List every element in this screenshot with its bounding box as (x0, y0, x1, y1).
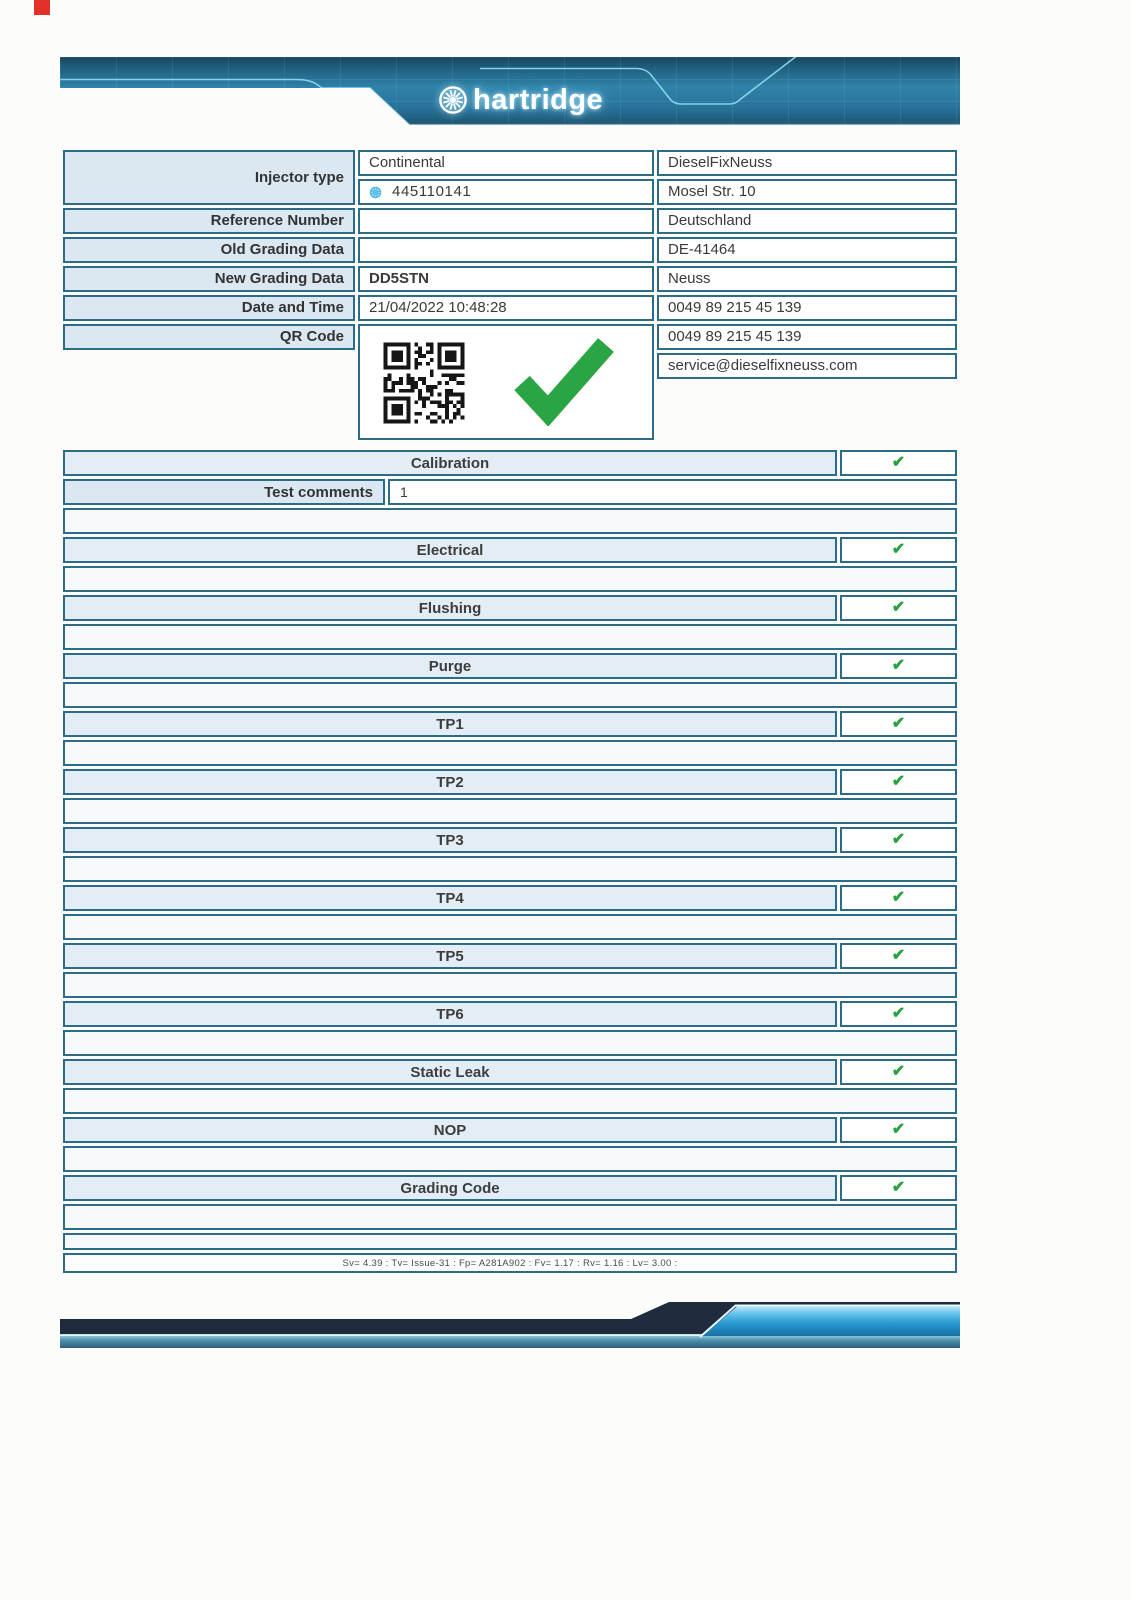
contact-email: service@dieselfixneuss.com (657, 353, 957, 379)
test-pass-cell (840, 1175, 957, 1201)
test-section-row (63, 769, 957, 795)
spacer-row (63, 798, 957, 824)
spacer-row (63, 740, 957, 766)
test-section-row (63, 943, 957, 969)
overall-pass-check-icon (512, 338, 614, 432)
spacer-row (63, 624, 957, 650)
spacer-row (63, 1233, 957, 1250)
test-section-title: TP3 (63, 827, 837, 853)
old-grading-value (358, 237, 654, 263)
contact-phone-2: 0049 89 215 45 139 (657, 324, 957, 350)
serial-wheel-icon (369, 186, 382, 199)
check-icon: ✔ (891, 454, 906, 471)
test-section-title: Static Leak (63, 1059, 837, 1085)
test-section-row (63, 595, 957, 621)
spacer-row (63, 1204, 957, 1230)
test-pass-cell (840, 537, 957, 563)
test-section-row (63, 1059, 957, 1085)
test-section-title: TP6 (63, 1001, 837, 1027)
test-comments-label: Test comments (63, 479, 385, 505)
test-section-row (63, 885, 957, 911)
check-icon: ✔ (891, 715, 906, 732)
test-pass-cell (840, 595, 957, 621)
injector-type-label: Injector type (63, 150, 355, 205)
injector-serial-value: 445110141 (392, 183, 472, 200)
injector-info-table (63, 150, 957, 440)
test-section-row (63, 1117, 957, 1143)
test-pass-cell (840, 450, 957, 476)
injector-make-value: Continental (358, 150, 654, 176)
footer-banner (60, 1292, 960, 1348)
check-icon: ✔ (891, 773, 906, 790)
test-pass-cell (840, 885, 957, 911)
qr-code-image (376, 335, 472, 437)
test-section-title: TP1 (63, 711, 837, 737)
contact-country: Deutschland (657, 208, 957, 234)
header-banner (60, 57, 960, 125)
check-icon: ✔ (891, 889, 906, 906)
test-pass-cell (840, 653, 957, 679)
test-section-row (63, 537, 957, 563)
test-section-row (63, 450, 957, 476)
contact-street: Mosel Str. 10 (657, 179, 957, 205)
spacer-row (63, 508, 957, 534)
scan-corner-mark (34, 0, 50, 15)
test-section-title: TP2 (63, 769, 837, 795)
system-info-text: Sv= 4.39 : Tv= Issue-31 : Fp= A281A902 : Fv= 1.17 : Rv= 1.16 : Lv= 3.00 : (342, 1257, 678, 1269)
date-time-value: 21/04/2022 10:48:28 (358, 295, 654, 321)
test-section-title: Purge (63, 653, 837, 679)
old-grading-label: Old Grading Data (63, 237, 355, 263)
test-section-row (63, 653, 957, 679)
contact-postcode: DE-41464 (657, 237, 957, 263)
check-icon: ✔ (891, 1179, 906, 1196)
check-icon: ✔ (891, 1121, 906, 1138)
spacer-row (63, 914, 957, 940)
test-section-title: Calibration (63, 450, 837, 476)
spacer-row (63, 1030, 957, 1056)
test-section-row (63, 1175, 957, 1201)
test-section-title: TP4 (63, 885, 837, 911)
spacer-row (63, 1088, 957, 1114)
spacer-row (63, 972, 957, 998)
test-pass-cell (840, 943, 957, 969)
hartridge-wheel-icon (438, 85, 468, 115)
test-pass-cell (840, 1001, 957, 1027)
contact-phone-1: 0049 89 215 45 139 (657, 295, 957, 321)
check-icon: ✔ (891, 831, 906, 848)
qr-code-cell (358, 324, 654, 440)
check-icon: ✔ (891, 1063, 906, 1080)
test-pass-cell (840, 1059, 957, 1085)
test-section-row (63, 711, 957, 737)
contact-company: DieselFixNeuss (657, 150, 957, 176)
brand-logo (438, 81, 603, 119)
test-section-title: Flushing (63, 595, 837, 621)
brand-name: hartridge (473, 84, 604, 116)
spacer-row (63, 566, 957, 592)
test-pass-cell (840, 711, 957, 737)
check-icon: ✔ (891, 1005, 906, 1022)
new-grading-value: DD5STN (358, 266, 654, 292)
injector-serial-cell (358, 179, 654, 205)
check-icon: ✔ (891, 541, 906, 558)
contact-city: Neuss (657, 266, 957, 292)
test-pass-cell (840, 827, 957, 853)
test-section-row (63, 827, 957, 853)
reference-number-label: Reference Number (63, 208, 355, 234)
test-comments-value: 1 (388, 479, 957, 505)
test-pass-cell (840, 769, 957, 795)
test-comments-row (63, 479, 957, 505)
test-pass-cell (840, 1117, 957, 1143)
spacer-row (63, 1146, 957, 1172)
date-time-label: Date and Time (63, 295, 355, 321)
check-icon: ✔ (891, 657, 906, 674)
footer-banner-art (60, 1292, 960, 1348)
spacer-row (63, 856, 957, 882)
spacer-row (63, 682, 957, 708)
test-section-row (63, 1001, 957, 1027)
test-section-title: NOP (63, 1117, 837, 1143)
check-icon: ✔ (891, 599, 906, 616)
check-icon: ✔ (891, 947, 906, 964)
test-section-title: TP5 (63, 943, 837, 969)
system-info-row (63, 1253, 957, 1273)
test-section-title: Grading Code (63, 1175, 837, 1201)
reference-number-value (358, 208, 654, 234)
new-grading-label: New Grading Data (63, 266, 355, 292)
test-section-title: Electrical (63, 537, 837, 563)
qr-code-label: QR Code (63, 324, 355, 350)
test-results-table (63, 450, 957, 1273)
